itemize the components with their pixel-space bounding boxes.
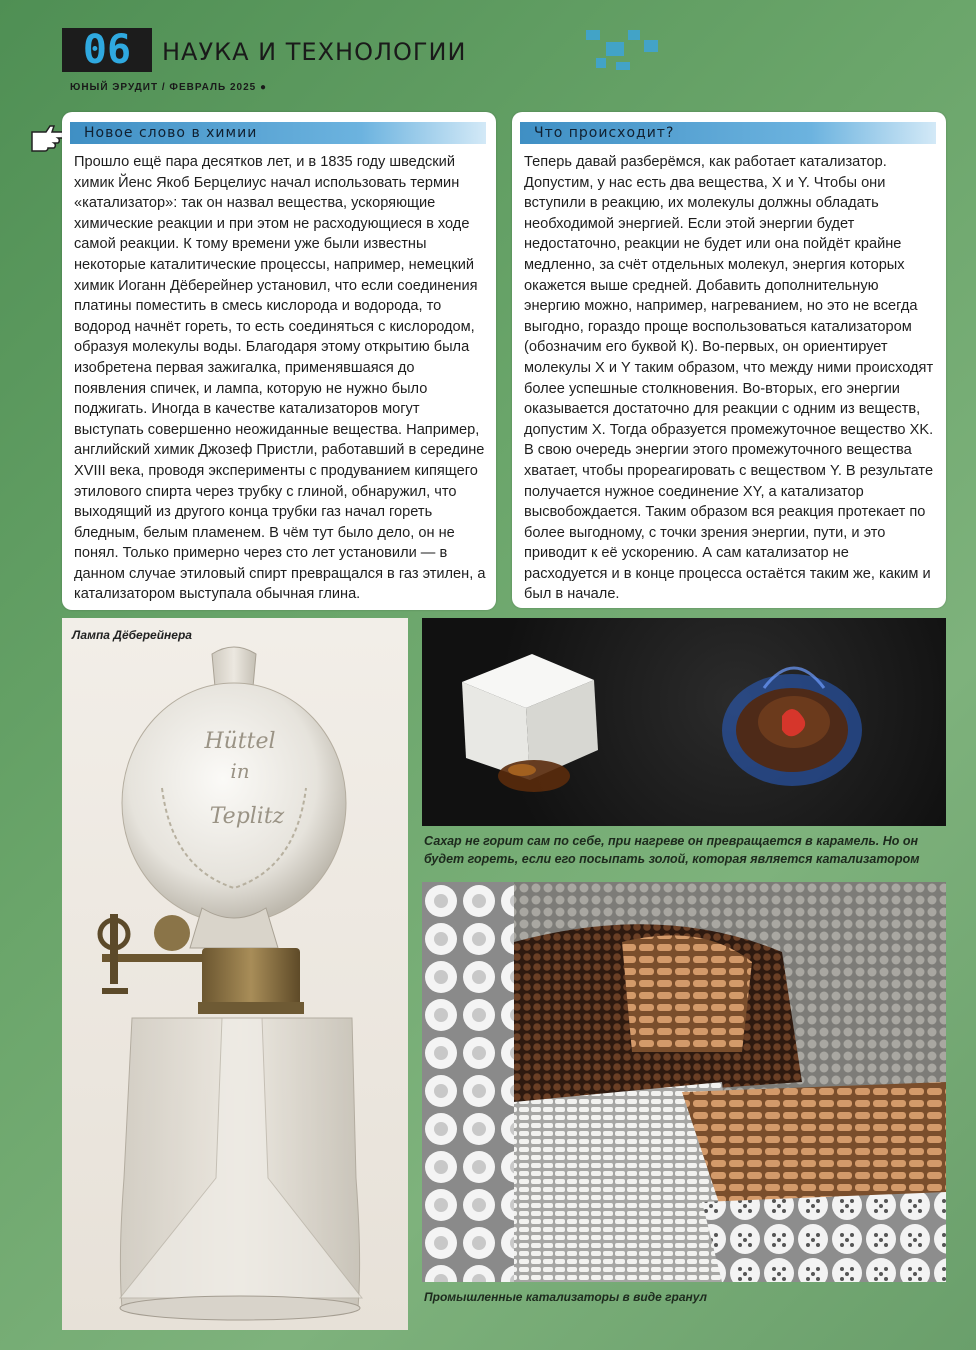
sugar-combustion-photo xyxy=(422,618,946,826)
pellets-caption: Промышленные катализаторы в виде гранул xyxy=(424,1290,707,1304)
page-header xyxy=(62,28,662,76)
lamp-inscription-line-2: in xyxy=(230,759,250,783)
lamp-inscription-line-3: Teplitz xyxy=(209,804,285,829)
right-text-panel xyxy=(512,112,946,608)
left-section-body: Прошло ещё пара десятков лет, и в 1835 году шведский химик Йенс Якоб Берцелиус начал использовать термин «катализатор»: так он назвал вещества, ускоряющие химические реакции и при этом не расходующиеся в ходе самой реакции. К тому времени уже были известны некоторые каталитические процессы, например, немецкий химик Иоганн Дёберейнер установил, что если соединения платины поместить в смесь кислорода и водорода, то водород начнёт гореть, то есть соединяться с кислородом, образуя молекулы воды. Благодаря этому открытию была изобретена первая зажигалка, применявшаяся до появления спичек, и лампа, которую не нужно было поджигать. Иногда в качестве катализаторов могут выступать совершенно неожиданные вещества. Например, английский химик Джозеф Пристли, работавший в середине XVIII века, проводя эксперименты с продуванием кипящего этилового спирта через трубку с глиной, обнаружил, что выходящий из другого конца трубки газ начал гореть бледным, белым пламенем. В чём тут было дело, он не понял. Только примерно через сто лет установили — в данном случае этиловый спирт превращался в газ этилен, а катализатором выступала обычная глина. xyxy=(74,154,486,603)
pellets-illustration xyxy=(422,882,946,1282)
right-section-heading: Что происходит? xyxy=(520,122,936,144)
issue-line: ЮНЫЙ ЭРУДИТ / ФЕВРАЛЬ 2025 ● xyxy=(70,82,268,93)
lamp-inscription-line-1: Hüttel xyxy=(204,729,276,754)
section-number: 06 xyxy=(62,28,152,72)
catalyst-pellets-photo xyxy=(422,882,946,1282)
section-title: НАУКА И ТЕХНОЛОГИИ xyxy=(162,38,467,66)
sugar-illustration xyxy=(422,618,946,826)
lamp-caption: Лампа Дёберейнера xyxy=(72,628,192,642)
left-section-heading: Новое слово в химии xyxy=(70,122,486,144)
lamp-illustration xyxy=(62,618,408,1330)
sugar-caption: Сахар не горит сам по себе, при нагреве он превращается в карамель. Но он будет гореть, если его посыпать золой, которая является катализатором xyxy=(424,834,920,866)
right-section-body: Теперь давай разберёмся, как работает катализатор. Допустим, у нас есть два вещества, X и Y. Чтобы они вступили в реакцию, их молекулы должны обладать необходимой энергией. Если этой энергии будет недостаточно, реакции не будет или она пойдёт крайне медленно, за счёт отдельных молекул, энергия которых окажется выше средней. Добавить дополнительную энергию можно, например, нагреванием, но это не всегда выгодно, гораздо проще воспользоваться катализатором (обозначим его буквой К). Во-первых, он ориентирует молекулы X и Y таким образом, что между ними происходят более успешные столкновения. Во-вторых, его энергии оказывается достаточно для реакции с одним из веществ, допустим X. Тогда образуется промежуточное вещество XK. В свою очередь энергии этого промежуточного вещества хватает, чтобы прореагировать с веществом Y. В результате получается нужное соединение XY, а катализатор высвобождается. Таким образом вся реакция протекает по более выгодному, с точки зрения энергии, пути, и это приводит к её ускорению. А сам катализатор не расходуется и в конце процесса остаётся таким же, каким и был в начале. xyxy=(524,154,934,603)
left-text-panel xyxy=(62,112,496,610)
doebereiner-lamp-photo xyxy=(62,618,408,1330)
